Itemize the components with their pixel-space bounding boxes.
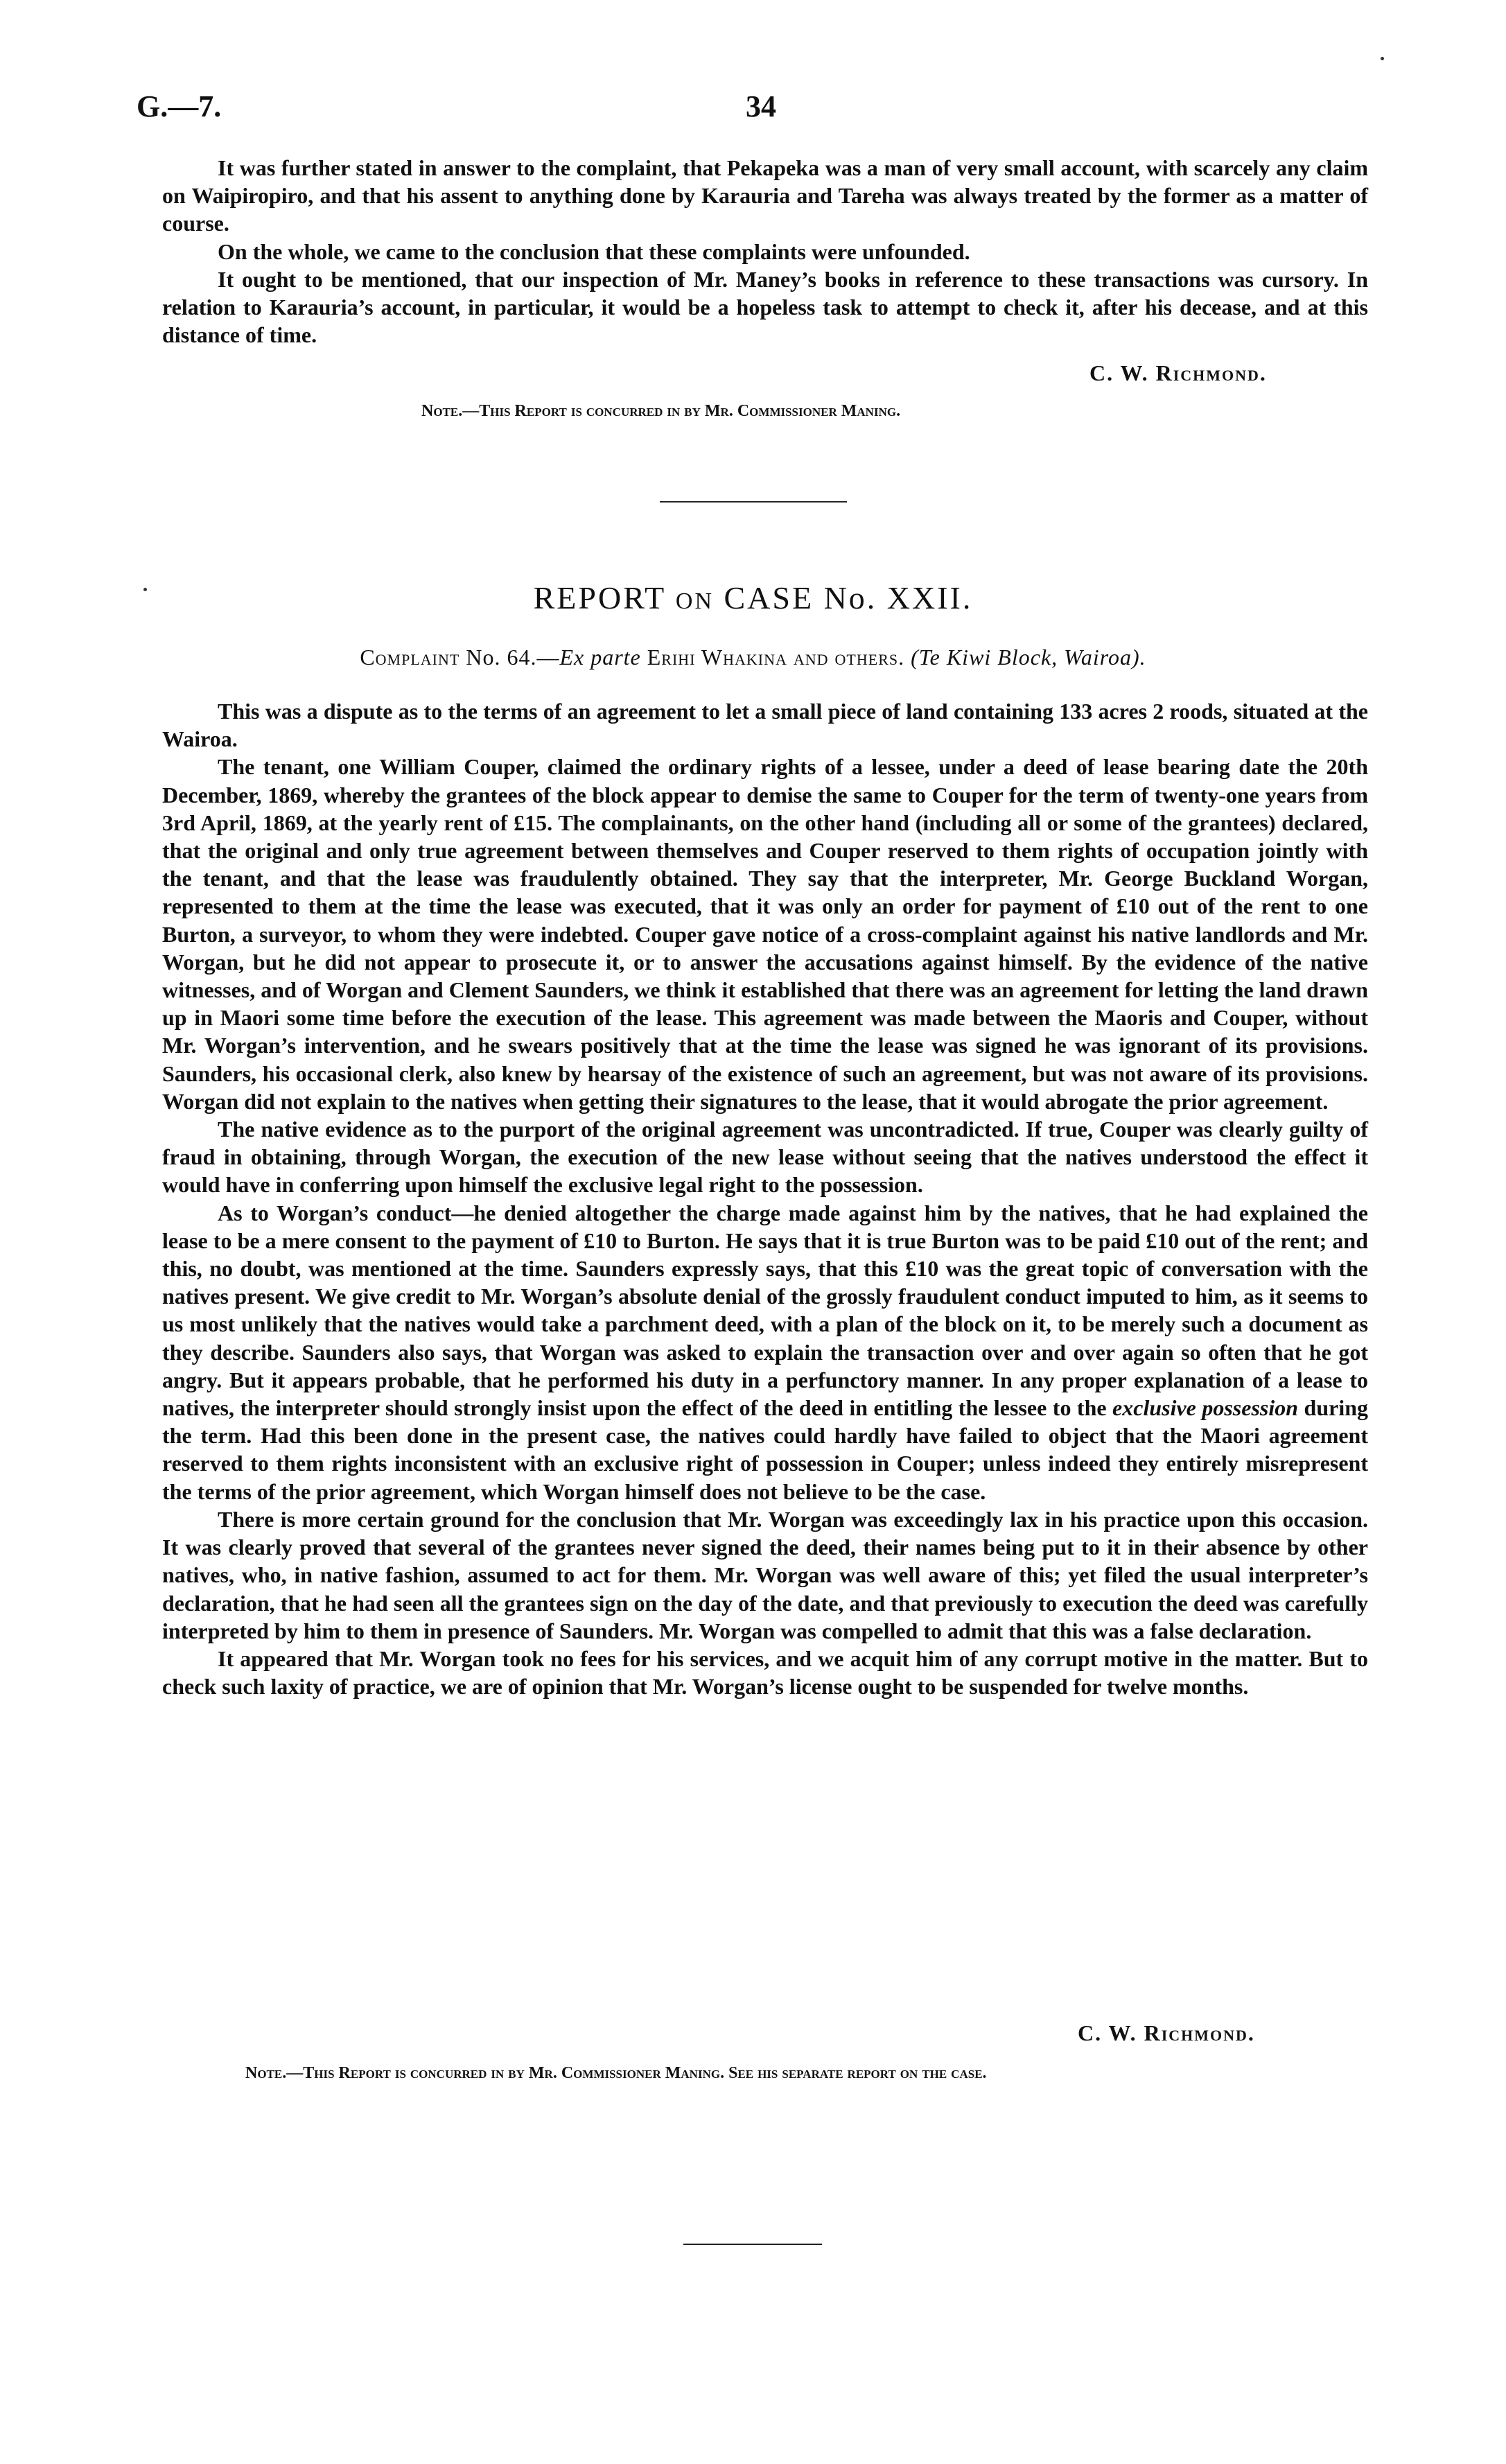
concurrence-note: Note.—This Report is concurred in by Mr. Commissioner Maning. See his separate report on the case. <box>245 2064 987 2082</box>
complaint-number: No. 64.— <box>466 645 560 670</box>
ex-parte: Ex parte <box>559 645 641 670</box>
block-name: (Te Kiwi Block, Wairoa). <box>911 645 1146 670</box>
paragraph <box>162 1199 1368 1505</box>
title-prefix: REPORT <box>533 580 666 615</box>
report-text <box>162 697 1368 1700</box>
section-divider <box>660 501 847 503</box>
paragraph: It ought to be mentioned, that our inspection of Mr. Maney’s books in reference to these transactions was cursory. In relation to Karauria’s account, in particular, it would be a hopeless task to attempt to check it, after his decease, and at this distance of time. <box>162 266 1368 348</box>
signature: C. W. Richmond. <box>1078 2020 1255 2045</box>
paragraph-text: during the term. Had this been done in the present case, the natives could hardly have failed to object that the Maori agreement reserved to them rights inconsistent with an exclusive right of possession in Couper; unless indeed they entirely misrepresent the terms of the prior agreement, which Worgan himself does not believe to be the case. <box>162 1395 1368 1504</box>
complaint-parties: Erihi Whakina and others. <box>647 645 905 670</box>
title-suffix: CASE No. XXII. <box>724 580 973 615</box>
paragraph: On the whole, we came to the conclusion that these complaints were unfounded. <box>218 238 970 264</box>
report-title <box>0 579 1506 616</box>
title-on: ON <box>675 588 714 614</box>
print-speck <box>1381 57 1384 60</box>
section-divider <box>683 2244 822 2245</box>
signature: C. W. Richmond. <box>1089 360 1267 385</box>
paragraph: It was further stated in answer to the complaint, that Pekapeka was a man of very small account, with scarcely any claim on Waipiropiro, and that his assent to anything done by Karauria and Tareha was always treated by the former as a matter of course. <box>162 155 1368 236</box>
paragraph: There is more certain ground for the conclusion that Mr. Worgan was exceedingly lax in his practice upon this occasion. It was clearly proved that several of the grantees never signed the deed, their names being put to it in their absence by other natives, who, in native fashion, assumed to act for them. Mr. Worgan was well aware of this; yet filed the usual interpreter’s declaration, that he had seen all the grantees sign on the day of the date, and that previously to execution the deed was carefully interpreted by him to them in presence of Saunders. Mr. Worgan was compelled to admit that this was a false declaration. <box>162 1506 1368 1643</box>
print-speck <box>143 588 147 591</box>
complaint-heading <box>0 645 1506 670</box>
series-reference: G.—7. <box>137 89 222 123</box>
concurrence-note: Note.—This Report is concurred in by Mr. Commissioner Maning. <box>421 402 901 420</box>
paragraph: The tenant, one William Couper, claimed the ordinary rights of a lessee, under a deed of lease bearing date the 20th December, 1869, whereby the grantees of the block appear to demise the same to Couper for the term of twenty-one years from 3rd April, 1869, at the yearly rent of £15. The complainants, on the other hand (including all or some of the grantees) declared, that the original and only true agreement between themselves and Couper reserved to them rights of occupation jointly with the tenant, and that the lease was fraudulently obtained. They say that the interpreter, Mr. George Buckland Worgan, represented to them at the time the lease was executed, that it was only an order for payment of £10 out of the rent to one Burton, a surveyor, to whom they were indebted. Couper gave notice of a cross-complaint against his native landlords and Mr. Worgan, but he did not appear to prosecute it, or to answer the accusations against himself. By the evidence of the native witnesses, and of Worgan and Clement Saunders, we think it established that there was an agreement for letting the land drawn up in Maori some time before the execution of the lease. This agreement was made between the Maoris and Couper, without Mr. Worgan’s intervention, and he swears positively that at the time the lease was signed he was ignorant of its provisions. Saunders, his occasional clerk, also knew by hearsay of the existence of such an agreement, but was not aware of its provisions. Worgan did not explain to the natives when getting their signatures to the lease, that it would abrogate the prior agreement. <box>162 754 1368 1114</box>
paragraph-text: As to Worgan’s conduct—he denied altogether the charge made against him by the natives, that he had explained the lease to be a mere consent to the payment of £10 to Burton. He says that it is true Burton was to be paid £10 out of the rent; and this, no doubt, was mentioned at the time. Saunders expressly says, that this £10 was the great topic of conversation with the natives present. We give credit to Mr. Worgan’s absolute denial of the grossly fraudulent conduct imputed to him, as it seems to us most unlikely that the natives would take a parchment deed, with a plan of the block on it, to be merely such a document as they describe. Saunders also says, that Worgan was asked to explain the transaction over and over again so often that he got angry. But it appears probable, that he performed his duty in a perfunctory manner. In any proper explanation of a lease to natives, the interpreter should strongly insist upon the effect of the deed in entitling the lessee to the <box>162 1200 1368 1421</box>
emphasis: exclusive possession <box>1112 1395 1299 1421</box>
page-number: 34 <box>746 89 776 123</box>
complaint-label: Complaint <box>360 645 460 670</box>
paragraph: It appeared that Mr. Worgan took no fees for his services, and we acquit him of any corrupt motive in the matter. But to check such laxity of practice, we are of opinion that Mr. Worgan’s license ought to be suspended for twelve months. <box>162 1645 1368 1700</box>
paragraph: This was a dispute as to the terms of an agreement to let a small piece of land containing 133 acres 2 roods, situated at the Wairoa. <box>162 699 1368 752</box>
previous-report-text <box>162 154 1368 349</box>
paragraph: The native evidence as to the purport of the original agreement was uncontradicted. If true, Couper was clearly guilty of fraud in obtaining, through Worgan, the execution of the new lease without seeing that the natives understood the effect it would have in conferring upon himself the exclusive legal right to the possession. <box>162 1117 1368 1198</box>
